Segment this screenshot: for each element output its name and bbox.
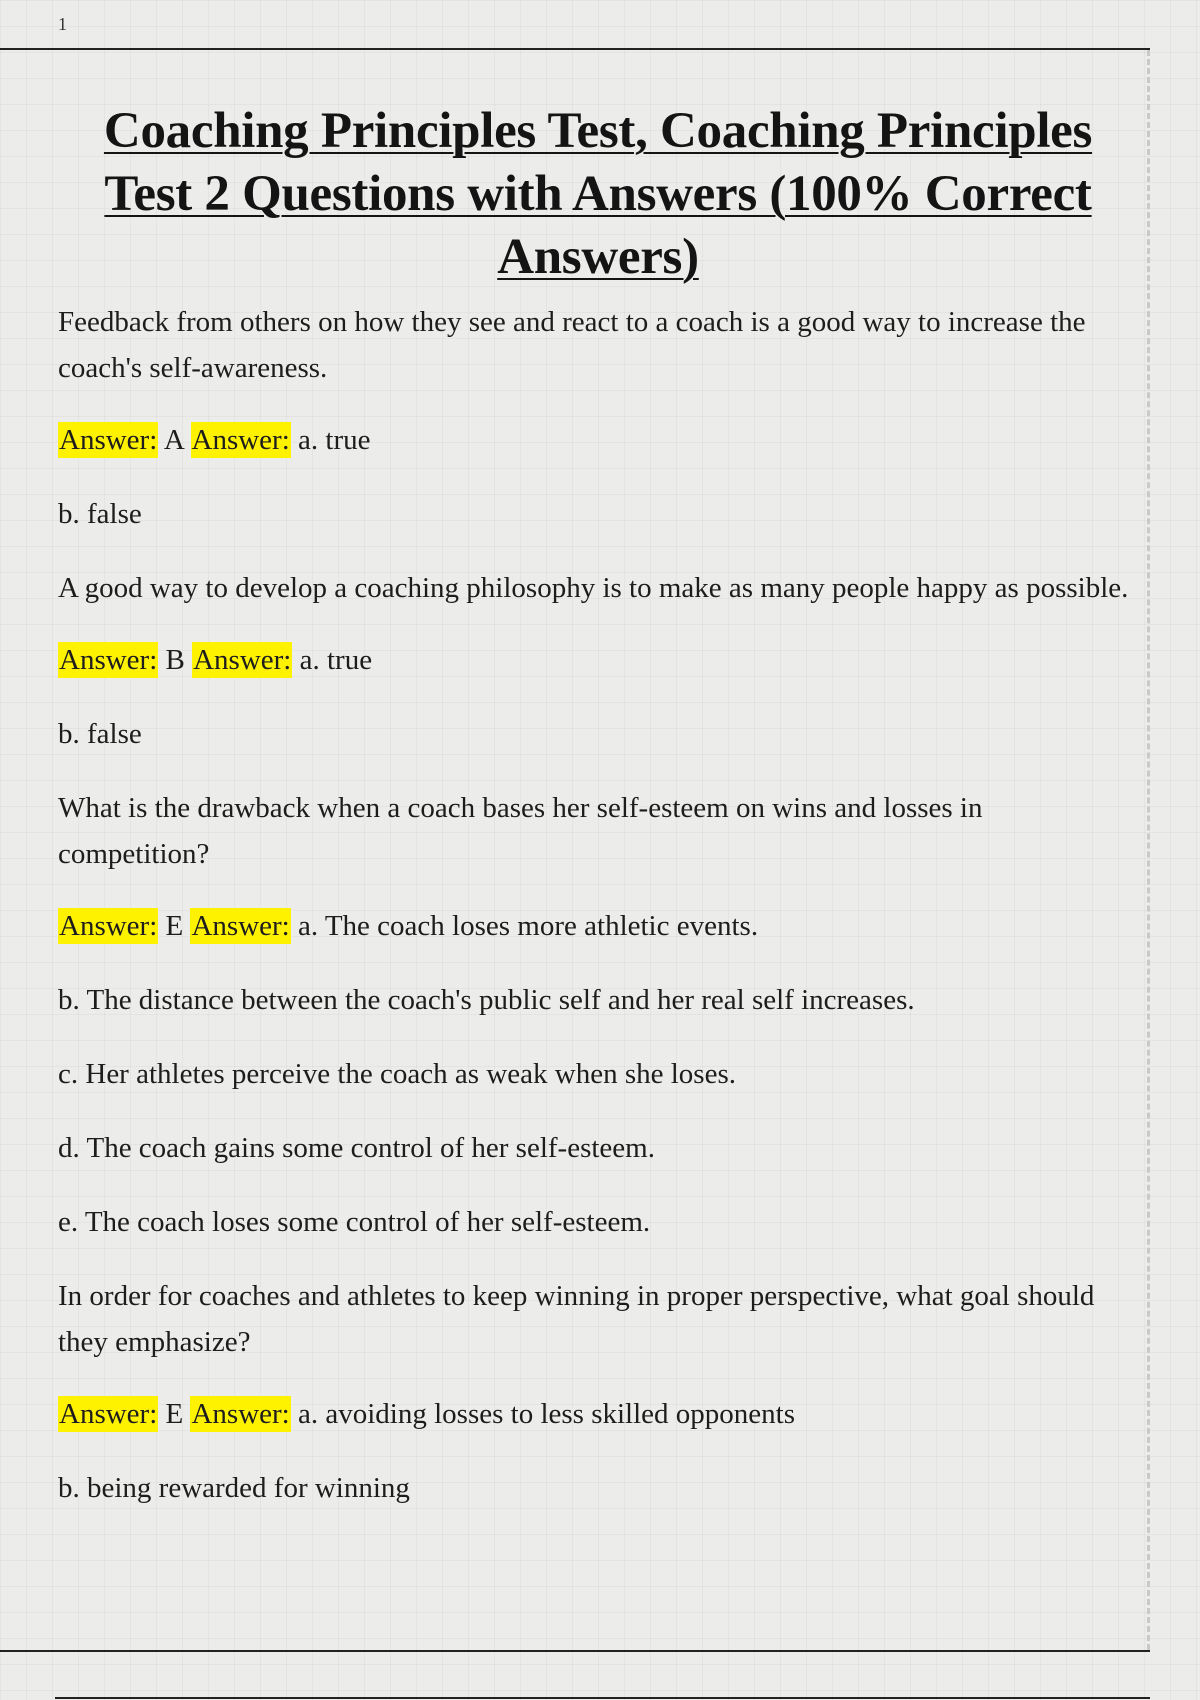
answer-highlight: Answer: <box>193 644 292 676</box>
answer-option: d. The coach gains some control of her self-esteem. <box>58 1132 655 1164</box>
footer-rule-secondary <box>55 1697 1150 1699</box>
answer-highlight: Answer: <box>59 910 158 942</box>
question-block <box>58 1273 1138 1511</box>
torn-page-edge <box>1147 50 1158 1650</box>
question-text: In order for coaches and athletes to keep winning in proper perspective, what goal should they emphasize? <box>58 1280 1095 1358</box>
page-number: 1 <box>58 14 67 34</box>
answer-letter: A <box>163 424 184 456</box>
answer-option: b. false <box>58 718 142 750</box>
answer-highlight: Answer: <box>191 424 290 456</box>
question-block <box>58 785 1138 1245</box>
answer-option: e. The coach loses some control of her self-esteem. <box>58 1206 651 1238</box>
answer-highlight: Answer: <box>191 1398 290 1430</box>
answer-highlight: Answer: <box>59 424 158 456</box>
question-text: A good way to develop a coaching philosophy is to make as many people happy as possible. <box>58 572 1129 604</box>
answer-highlight: Answer: <box>59 1398 158 1430</box>
answer-option: a. true <box>298 424 371 456</box>
answer-highlight: Answer: <box>191 910 290 942</box>
answer-letter: E <box>165 1398 184 1430</box>
document-body <box>58 100 1138 1511</box>
question-block <box>58 299 1138 537</box>
header-rule <box>0 48 1150 50</box>
answer-option: a. true <box>299 644 373 676</box>
answer-option: b. The distance between the coach's public self and her real self increases. <box>58 984 915 1016</box>
answer-letter: B <box>165 644 185 676</box>
question-block <box>58 565 1138 757</box>
answer-letter: E <box>165 910 184 942</box>
answer-option: c. Her athletes perceive the coach as weak when she loses. <box>58 1058 736 1090</box>
answer-option: a. The coach loses more athletic events. <box>298 910 759 942</box>
question-text: What is the drawback when a coach bases her self-esteem on wins and losses in competition? <box>58 792 983 870</box>
answer-line <box>58 1391 1138 1437</box>
answer-line <box>58 903 1138 949</box>
question-text: Feedback from others on how they see and react to a coach is a good way to increase the coach's self-awareness. <box>58 306 1086 384</box>
answer-line <box>58 417 1138 463</box>
answer-option: a. avoiding losses to less skilled opponents <box>298 1398 795 1430</box>
answer-option: b. false <box>58 498 142 530</box>
document-title: Coaching Principles Test, Coaching Principles Test 2 Questions with Answers (100% Correct Answers) <box>103 103 1093 285</box>
footer-rule <box>0 1650 1150 1652</box>
answer-highlight: Answer: <box>59 644 158 676</box>
answer-line <box>58 637 1138 683</box>
answer-option: b. being rewarded for winning <box>58 1472 410 1504</box>
